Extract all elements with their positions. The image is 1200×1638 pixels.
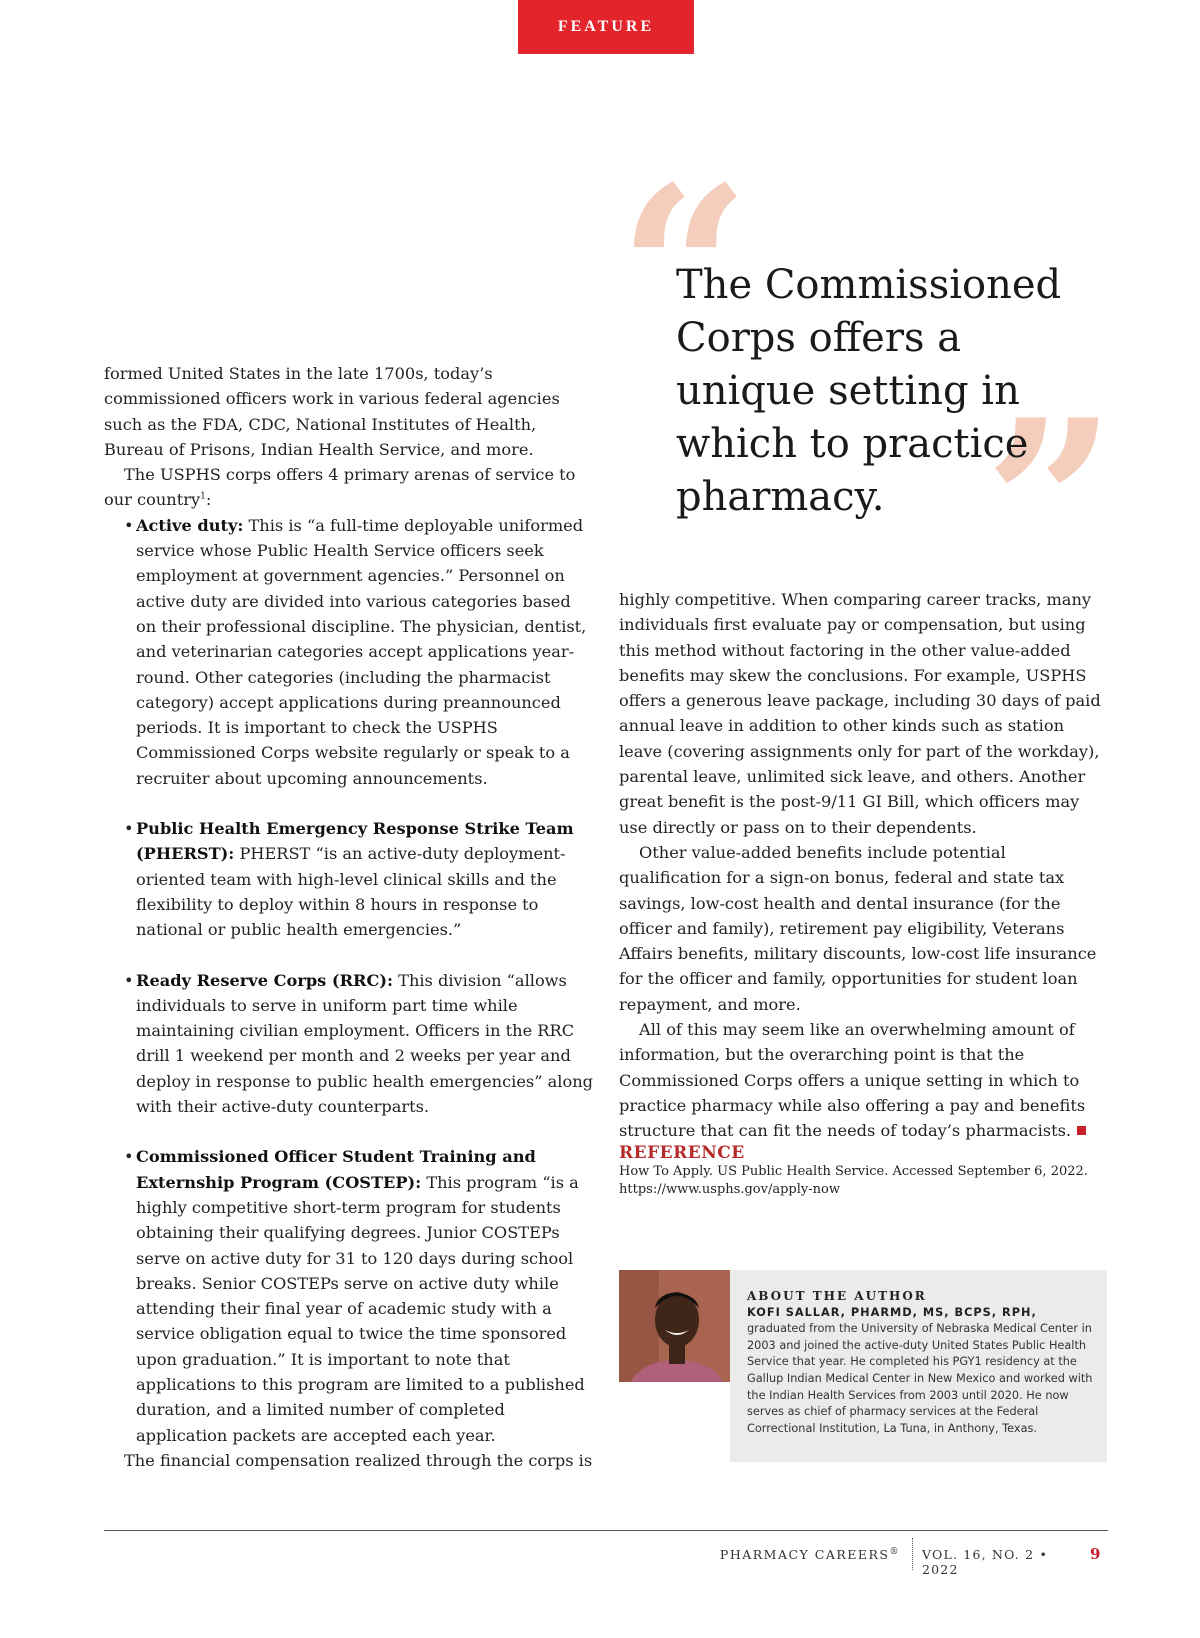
section-tab: FEATURE — [518, 0, 694, 54]
reference-title: REFERENCE — [619, 1143, 745, 1163]
arenas-intro — [104, 462, 594, 513]
pull-quote — [618, 137, 1118, 640]
list-item — [104, 513, 594, 791]
bullet-title: Public Health Emergency Response Strike Team (PHERST): — [136, 819, 574, 864]
paragraph: highly competitive. When comparing career tracks, many individuals first evaluate pay or compensation, but using this method without factoring in the other value-added benefits may skew the conclusions. For example, USPHS offers a generous leave package, including 30 days of paid annual leave in addition to other kinds such as station leave (covering assignments only for part of the workday), parental leave, unlimited sick leave, and others. Another great benefit is the post-9/11 GI Bill, which officers may use directly or pass on to their dependents. — [619, 590, 1101, 837]
list-item — [104, 816, 594, 942]
bullet-title: Ready Reserve Corps (RRC): — [136, 970, 393, 990]
right-column — [619, 587, 1109, 1144]
open-quote-mark: “ — [618, 137, 751, 407]
footer-volume: VOL. 16, NO. 2 • 2022 — [922, 1547, 1049, 1577]
paragraph-text: All of this may seem like an overwhelming amount of information, but the overarching point is that the Commissioned Corps offers a unique setting in which to practice pharmacy while also offering a pay and benefits structure that can fit the needs of today’s pharmacists. — [619, 1020, 1086, 1141]
about-author-box — [619, 1270, 1107, 1462]
bullet-body: This program “is a highly competitive short-term program for students obtaining their qualifying degrees. Junior COSTEPs serve on active duty for 31 to 120 days during school breaks. Senior COSTEPs serve on active duty while attending their final year of academic study with a service obligation equal to twice the time sponsored upon graduation.” It is important to note that applications to this program are limited to a published duration, and a limited number of completed application packets are accepted each year. — [136, 1172, 585, 1445]
author-bio-text — [747, 1305, 1093, 1438]
about-author-title: ABOUT THE AUTHOR — [747, 1289, 927, 1303]
reference-url: https://www.usphs.gov/apply-now — [619, 1182, 840, 1197]
arenas-intro-end: : — [205, 490, 212, 510]
footer-separator — [912, 1538, 913, 1570]
footer-divider — [104, 1530, 1108, 1531]
arenas-list — [104, 513, 594, 1448]
registered-mark: ® — [889, 1546, 900, 1557]
publication-name: PHARMACY CAREERS — [719, 1547, 890, 1562]
bullet-body: PHERST “is an active-duty deployment-oriented team with high-level clinical skills and the flexibility to deploy within 8 hours in response to national or public health emergencies.” — [136, 844, 566, 940]
reference-line: How To Apply. US Public Health Service. Accessed September 6, 2022. — [619, 1164, 1088, 1179]
close-quote-mark: ” — [984, 370, 1117, 640]
footer-publication — [700, 1547, 900, 1562]
list-item — [104, 1144, 594, 1448]
intro-continued: formed United States in the late 1700s, today’s commissioned officers work in various federal agencies such as the FDA, CDC, National Institutes of Health, Bureau of Prisons, Indian Health Service, and more. — [104, 364, 560, 459]
author-bio-body: graduated from the University of Nebraska Medical Center in 2003 and joined the active-duty United States Public Health Service that year. He completed his PGY1 residency at the Gallup Indian Medical Center in New Mexico and worked with the Indian Health Services from 2003 until 2020. He now serves as chief of pharmacy services at the Federal Correctional Institution, La Tuna, in Anthony, Texas. — [747, 1322, 1093, 1435]
reference-section — [619, 1143, 1109, 1199]
closing-line: The financial compensation realized through the corps is — [124, 1450, 593, 1470]
list-item — [104, 968, 594, 1120]
left-column — [104, 361, 594, 1473]
author-name: KOFI SALLAR, PHARMD, MS, BCPS, RPH, — [747, 1305, 1037, 1319]
bullet-title: Commissioned Officer Student Training and Externship Program (COSTEP): — [136, 1147, 536, 1192]
paragraph: Other value-added benefits include potential qualification for a sign-on bonus, federal and state tax savings, low-cost health and dental insurance (for the officer and family), retirement pay eligibility, Veterans Affairs benefits, military discounts, low-cost life insurance for the officer and family, opportunities for student loan repayment, and more. — [619, 842, 1097, 1014]
paragraph — [619, 1017, 1109, 1143]
author-portrait-icon — [619, 1270, 730, 1382]
end-mark-icon — [1077, 1126, 1086, 1135]
pull-quote-text: The Commissioned Corps offers a unique setting in which to practice pharmacy. — [676, 262, 1062, 520]
arenas-intro-text: The USPHS corps offers 4 primary arenas of service to our country — [104, 465, 576, 510]
author-bio — [747, 1288, 1093, 1437]
bullet-body: This is “a full-time deployable uniformed service whose Public Health Service officers seek employment at government agencies.” Personnel on active duty are divided into various categories based on their professional discipline. The physician, dentist, and veterinarian categories accept applications year-round. Other categories (including the pharmacist category) accept applications during preannounced periods. It is important to check the USPHS Commissioned Corps website regularly or speak to a recruiter about upcoming announcements. — [136, 515, 587, 788]
bullet-body: This division “allows individuals to serve in uniform part time while maintaining civilian employment. Officers in the RRC drill 1 weekend per month and 2 weeks per year and deploy in response to public health emergencies” along with their active-duty counterparts. — [136, 970, 594, 1117]
bullet-title: Active duty: — [136, 515, 244, 535]
page-number: 9 — [1090, 1545, 1101, 1563]
author-photo — [619, 1270, 730, 1382]
footnote-ref: 1 — [200, 492, 206, 503]
